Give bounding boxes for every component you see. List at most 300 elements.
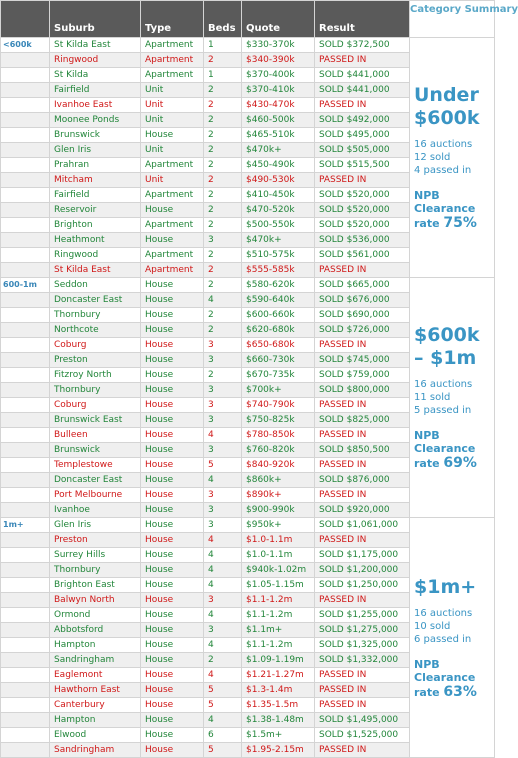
type-cell: House [141, 578, 204, 593]
suburb-cell: Eaglemont [50, 668, 141, 683]
beds-cell: 2 [204, 263, 242, 278]
beds-cell: 4 [204, 563, 242, 578]
suburb-cell: St Kilda [50, 68, 141, 83]
price-band-cell [1, 203, 50, 218]
summary-clearance-label: Clearance [414, 202, 476, 215]
price-band-cell [1, 68, 50, 83]
type-cell: House [141, 368, 204, 383]
result-cell: SOLD $441,000 [315, 68, 410, 83]
result-cell: SOLD $1,200,000 [315, 563, 410, 578]
category-summary [410, 38, 495, 278]
price-band-label: <600k [1, 38, 50, 53]
suburb-cell: Ringwood [50, 53, 141, 68]
beds-cell: 2 [204, 158, 242, 173]
beds-cell: 3 [204, 488, 242, 503]
suburb-cell: Ormond [50, 608, 141, 623]
beds-cell: 2 [204, 83, 242, 98]
quote-cell: $555-585k [242, 263, 315, 278]
type-cell: House [141, 683, 204, 698]
summary-passed: 6 passed in [414, 633, 472, 645]
type-cell: Unit [141, 173, 204, 188]
type-cell: Unit [141, 143, 204, 158]
summary-sold: 10 sold [414, 620, 451, 632]
price-band-cell [1, 548, 50, 563]
quote-cell: $470k+ [242, 233, 315, 248]
quote-cell: $370-400k [242, 68, 315, 83]
suburb-cell: Port Melbourne [50, 488, 141, 503]
quote-cell: $740-790k [242, 398, 315, 413]
price-band-cell [1, 503, 50, 518]
type-cell: House [141, 383, 204, 398]
beds-cell: 1 [204, 38, 242, 53]
quote-cell: $470-520k [242, 203, 315, 218]
beds-cell: 2 [204, 218, 242, 233]
suburb-cell: Coburg [50, 398, 141, 413]
result-cell: SOLD $825,000 [315, 413, 410, 428]
result-cell: PASSED IN [315, 668, 410, 683]
suburb-cell: Hawthorn East [50, 683, 141, 698]
result-cell: SOLD $1,325,000 [315, 638, 410, 653]
quote-cell: $840-920k [242, 458, 315, 473]
suburb-cell: Fitzroy North [50, 368, 141, 383]
result-cell: SOLD $1,255,000 [315, 608, 410, 623]
suburb-cell: Thornbury [50, 563, 141, 578]
suburb-cell: Elwood [50, 728, 141, 743]
suburb-cell: Balwyn North [50, 593, 141, 608]
type-cell: House [141, 323, 204, 338]
beds-cell: 4 [204, 293, 242, 308]
quote-cell: $470k+ [242, 143, 315, 158]
header-band [1, 1, 50, 38]
price-band-cell [1, 98, 50, 113]
type-cell: House [141, 413, 204, 428]
type-cell: House [141, 653, 204, 668]
beds-cell: 2 [204, 278, 242, 293]
type-cell: House [141, 518, 204, 533]
type-cell: House [141, 473, 204, 488]
suburb-cell: Hampton [50, 713, 141, 728]
price-band-cell [1, 638, 50, 653]
beds-cell: 3 [204, 383, 242, 398]
summary-sold: 12 sold [414, 152, 451, 163]
quote-cell: $600-660k [242, 308, 315, 323]
beds-cell: 3 [204, 623, 242, 638]
type-cell: House [141, 443, 204, 458]
price-band-label: 600-1m [1, 278, 50, 293]
summary-clearance-label: Clearance [414, 670, 476, 684]
beds-cell: 4 [204, 548, 242, 563]
header-beds: Beds [204, 1, 242, 38]
price-band-cell [1, 728, 50, 743]
price-band-cell [1, 578, 50, 593]
suburb-cell: Preston [50, 533, 141, 548]
type-cell: Unit [141, 83, 204, 98]
type-cell: Apartment [141, 158, 204, 173]
type-cell: Unit [141, 98, 204, 113]
type-cell: House [141, 728, 204, 743]
suburb-cell: Hampton [50, 638, 141, 653]
summary-passed: 5 passed in [414, 405, 472, 416]
price-band-cell [1, 173, 50, 188]
result-cell: PASSED IN [315, 533, 410, 548]
type-cell: Unit [141, 113, 204, 128]
result-cell: SOLD $800,000 [315, 383, 410, 398]
quote-cell: $650-680k [242, 338, 315, 353]
type-cell: House [141, 398, 204, 413]
table-row [1, 278, 495, 293]
price-band-cell [1, 293, 50, 308]
price-band-cell [1, 158, 50, 173]
beds-cell: 3 [204, 398, 242, 413]
quote-cell: $590-640k [242, 293, 315, 308]
summary-npb: NPB [414, 657, 440, 671]
quote-cell: $1.1-1.2m [242, 638, 315, 653]
result-cell: PASSED IN [315, 743, 410, 758]
result-cell: SOLD $1,332,000 [315, 653, 410, 668]
summary-title: Under [414, 84, 479, 106]
summary-spacer [414, 599, 494, 607]
quote-cell: $950k+ [242, 518, 315, 533]
summary-title-line2: $600k [414, 107, 480, 129]
price-band-cell [1, 188, 50, 203]
beds-cell: 4 [204, 533, 242, 548]
result-cell: SOLD $561,000 [315, 248, 410, 263]
suburb-cell: St Kilda East [50, 38, 141, 53]
result-cell: PASSED IN [315, 683, 410, 698]
result-cell: SOLD $520,000 [315, 188, 410, 203]
summary-auctions: 16 auctions [414, 139, 473, 150]
price-band-cell [1, 53, 50, 68]
result-cell: SOLD $515,500 [315, 158, 410, 173]
type-cell: House [141, 458, 204, 473]
beds-cell: 5 [204, 683, 242, 698]
type-cell: House [141, 638, 204, 653]
quote-cell: $340-390k [242, 53, 315, 68]
summary-spacer [414, 130, 494, 138]
beds-cell: 2 [204, 203, 242, 218]
quote-cell: $1.38-1.48m [242, 713, 315, 728]
quote-cell: $1.1-1.2m [242, 593, 315, 608]
quote-cell: $430-470k [242, 98, 315, 113]
type-cell: Apartment [141, 248, 204, 263]
result-cell: SOLD $495,000 [315, 128, 410, 143]
result-cell: SOLD $1,061,000 [315, 518, 410, 533]
summary-spacer [414, 646, 494, 658]
table-row [1, 38, 495, 53]
price-band-cell [1, 443, 50, 458]
summary-rate-line [414, 456, 494, 471]
beds-cell: 2 [204, 248, 242, 263]
summary-rate-line [414, 685, 494, 700]
summary-rate-value: 69% [443, 455, 477, 471]
result-cell: SOLD $520,000 [315, 203, 410, 218]
suburb-cell: Ivanhoe East [50, 98, 141, 113]
suburb-cell: Sandringham [50, 653, 141, 668]
summary-clearance-line [414, 442, 494, 456]
beds-cell: 2 [204, 53, 242, 68]
result-cell: PASSED IN [315, 98, 410, 113]
beds-cell: 4 [204, 638, 242, 653]
price-band-cell [1, 533, 50, 548]
beds-cell: 2 [204, 653, 242, 668]
type-cell: House [141, 308, 204, 323]
suburb-cell: Sandringham [50, 743, 141, 758]
result-cell: SOLD $920,000 [315, 503, 410, 518]
price-band-cell [1, 143, 50, 158]
price-band-cell [1, 488, 50, 503]
price-band-cell [1, 83, 50, 98]
price-band-cell [1, 113, 50, 128]
quote-cell: $465-510k [242, 128, 315, 143]
beds-cell: 4 [204, 473, 242, 488]
price-band-cell [1, 713, 50, 728]
quote-cell: $670-735k [242, 368, 315, 383]
type-cell: House [141, 623, 204, 638]
price-band-cell [1, 458, 50, 473]
header-category-summary: Category Summary [410, 1, 495, 38]
type-cell: House [141, 278, 204, 293]
suburb-cell: Brunswick [50, 443, 141, 458]
quote-cell: $940k-1.02m [242, 563, 315, 578]
summary-rate-value: 63% [443, 683, 477, 700]
result-cell: SOLD $492,000 [315, 113, 410, 128]
type-cell: House [141, 608, 204, 623]
quote-cell: $780-850k [242, 428, 315, 443]
type-cell: House [141, 743, 204, 758]
suburb-cell: Fairfield [50, 83, 141, 98]
type-cell: House [141, 353, 204, 368]
type-cell: House [141, 533, 204, 548]
suburb-cell: Heathmont [50, 233, 141, 248]
header-row [1, 1, 495, 38]
type-cell: House [141, 233, 204, 248]
suburb-cell: Abbotsford [50, 623, 141, 638]
result-cell: SOLD $759,000 [315, 368, 410, 383]
quote-cell: $660-730k [242, 353, 315, 368]
summary-npb: NPB [414, 429, 440, 442]
result-cell: SOLD $1,495,000 [315, 713, 410, 728]
result-cell: PASSED IN [315, 53, 410, 68]
result-cell: SOLD $690,000 [315, 308, 410, 323]
beds-cell: 5 [204, 698, 242, 713]
price-band-cell [1, 398, 50, 413]
beds-cell: 2 [204, 173, 242, 188]
result-cell: SOLD $1,275,000 [315, 623, 410, 638]
quote-cell: $900-990k [242, 503, 315, 518]
price-band-cell [1, 623, 50, 638]
price-band-cell [1, 248, 50, 263]
type-cell: House [141, 128, 204, 143]
summary-clearance-line [414, 202, 494, 216]
type-cell: Apartment [141, 68, 204, 83]
quote-cell: $1.21-1.27m [242, 668, 315, 683]
beds-cell: 3 [204, 518, 242, 533]
type-cell: House [141, 548, 204, 563]
result-cell: SOLD $441,000 [315, 83, 410, 98]
quote-cell: $1.5m+ [242, 728, 315, 743]
beds-cell: 2 [204, 368, 242, 383]
price-band-cell [1, 683, 50, 698]
suburb-cell: Thornbury [50, 308, 141, 323]
summary-spacer [414, 177, 494, 189]
suburb-cell: Glen Iris [50, 143, 141, 158]
beds-cell: 2 [204, 98, 242, 113]
beds-cell: 3 [204, 443, 242, 458]
category-summary [410, 518, 495, 758]
beds-cell: 4 [204, 578, 242, 593]
quote-cell: $580-620k [242, 278, 315, 293]
quote-cell: $410-450k [242, 188, 315, 203]
beds-cell: 3 [204, 233, 242, 248]
suburb-cell: Preston [50, 353, 141, 368]
suburb-cell: Brighton [50, 218, 141, 233]
quote-cell: $460-500k [242, 113, 315, 128]
price-band-cell [1, 218, 50, 233]
price-band-cell [1, 473, 50, 488]
result-cell: SOLD $876,000 [315, 473, 410, 488]
type-cell: House [141, 203, 204, 218]
quote-cell: $1.05-1.15m [242, 578, 315, 593]
suburb-cell: Fairfield [50, 188, 141, 203]
quote-cell: $1.1-1.2m [242, 608, 315, 623]
quote-cell: $1.0-1.1m [242, 533, 315, 548]
summary-title-line2: – $1m [414, 347, 477, 369]
quote-cell: $1.0-1.1m [242, 548, 315, 563]
suburb-cell: Brighton East [50, 578, 141, 593]
suburb-cell: Glen Iris [50, 518, 141, 533]
summary-rate-label: rate [414, 457, 440, 470]
suburb-cell: Canterbury [50, 698, 141, 713]
suburb-cell: Mitcham [50, 173, 141, 188]
quote-cell: $510-575k [242, 248, 315, 263]
header-result: Result [315, 1, 410, 38]
result-cell: SOLD $665,000 [315, 278, 410, 293]
quote-cell: $1.95-2.15m [242, 743, 315, 758]
price-band-cell [1, 368, 50, 383]
beds-cell: 1 [204, 68, 242, 83]
suburb-cell: Doncaster East [50, 293, 141, 308]
price-band-cell [1, 383, 50, 398]
beds-cell: 2 [204, 143, 242, 158]
beds-cell: 3 [204, 353, 242, 368]
quote-cell: $1.35-1.5m [242, 698, 315, 713]
price-band-cell [1, 743, 50, 758]
result-cell: PASSED IN [315, 428, 410, 443]
beds-cell: 5 [204, 743, 242, 758]
result-cell: PASSED IN [315, 263, 410, 278]
type-cell: House [141, 563, 204, 578]
beds-cell: 6 [204, 728, 242, 743]
summary-title: $600k [414, 324, 480, 346]
suburb-cell: Ringwood [50, 248, 141, 263]
result-cell: PASSED IN [315, 488, 410, 503]
suburb-cell: Ivanhoe [50, 503, 141, 518]
beds-cell: 3 [204, 338, 242, 353]
beds-cell: 2 [204, 113, 242, 128]
beds-cell: 2 [204, 323, 242, 338]
header-type: Type [141, 1, 204, 38]
type-cell: House [141, 713, 204, 728]
price-band-cell [1, 698, 50, 713]
price-band-cell [1, 128, 50, 143]
quote-cell: $450-490k [242, 158, 315, 173]
result-cell: PASSED IN [315, 698, 410, 713]
summary-clearance-label: Clearance [414, 442, 476, 455]
suburb-cell: Surrey Hills [50, 548, 141, 563]
suburb-cell: Brunswick [50, 128, 141, 143]
result-cell: PASSED IN [315, 458, 410, 473]
price-band-cell [1, 563, 50, 578]
price-band-cell [1, 233, 50, 248]
summary-auctions: 16 auctions [414, 379, 473, 390]
result-cell: SOLD $372,500 [315, 38, 410, 53]
type-cell: House [141, 593, 204, 608]
type-cell: Apartment [141, 263, 204, 278]
type-cell: Apartment [141, 218, 204, 233]
summary-rate-line [414, 216, 494, 231]
type-cell: House [141, 488, 204, 503]
type-cell: House [141, 338, 204, 353]
type-cell: Apartment [141, 38, 204, 53]
type-cell: House [141, 428, 204, 443]
result-cell: SOLD $1,175,000 [315, 548, 410, 563]
result-cell: PASSED IN [315, 593, 410, 608]
summary-sold: 11 sold [414, 392, 451, 403]
suburb-cell: Thornbury [50, 383, 141, 398]
beds-cell: 4 [204, 428, 242, 443]
type-cell: Apartment [141, 188, 204, 203]
summary-spacer [414, 417, 494, 429]
price-band-cell [1, 338, 50, 353]
category-summary [410, 278, 495, 518]
suburb-cell: Templestowe [50, 458, 141, 473]
type-cell: House [141, 698, 204, 713]
price-band-cell [1, 608, 50, 623]
table-row [1, 518, 495, 533]
quote-cell: $500-550k [242, 218, 315, 233]
result-cell: SOLD $745,000 [315, 353, 410, 368]
summary-npb: NPB [414, 189, 440, 202]
summary-clearance-line [414, 671, 494, 685]
quote-cell: $760-820k [242, 443, 315, 458]
price-band-cell [1, 668, 50, 683]
beds-cell: 3 [204, 503, 242, 518]
quote-cell: $890k+ [242, 488, 315, 503]
result-cell: SOLD $536,000 [315, 233, 410, 248]
result-cell: SOLD $726,000 [315, 323, 410, 338]
price-band-label: 1m+ [1, 518, 50, 533]
quote-cell: $330-370k [242, 38, 315, 53]
quote-cell: $700k+ [242, 383, 315, 398]
price-band-cell [1, 428, 50, 443]
header-quote: Quote [242, 1, 315, 38]
beds-cell: 2 [204, 128, 242, 143]
beds-cell: 3 [204, 593, 242, 608]
suburb-cell: Brunswick East [50, 413, 141, 428]
price-band-cell [1, 413, 50, 428]
summary-title: $1m+ [414, 575, 477, 598]
result-cell: SOLD $505,000 [315, 143, 410, 158]
result-cell: SOLD $676,000 [315, 293, 410, 308]
quote-cell: $620-680k [242, 323, 315, 338]
type-cell: House [141, 503, 204, 518]
quote-cell: $370-410k [242, 83, 315, 98]
summary-rate-label: rate [414, 217, 440, 230]
quote-cell: $750-825k [242, 413, 315, 428]
quote-cell: $860k+ [242, 473, 315, 488]
result-cell: PASSED IN [315, 398, 410, 413]
suburb-cell: Seddon [50, 278, 141, 293]
